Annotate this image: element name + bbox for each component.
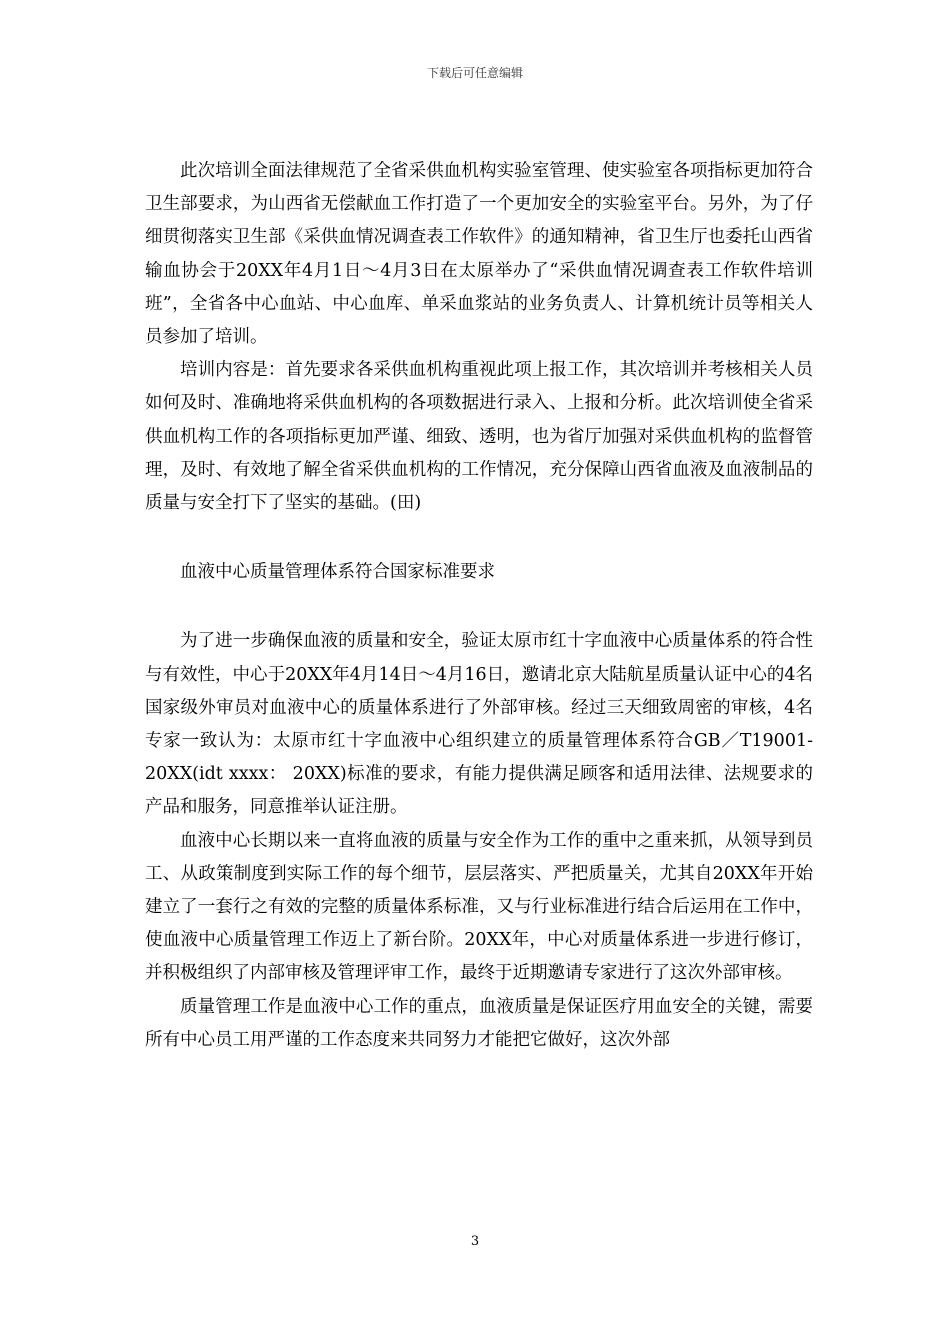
paragraph-quality-importance: 质量管理工作是血液中心工作的重点，血液质量是保证医疗用血安全的关键，需要所有中心员工用严谨的工作态度来共同努力才能把它做好，这次外部: [145, 996, 813, 1050]
paragraph-quality-history: 血液中心长期以来一直将血液的质量与安全作为工作的重中之重来抓，从领导到员工、从政策制度到实际工作的每个细节，层层落实、严把质量关，尤其自20XX年开始建立了一套行之有效的完整的质量体系标准，又与行业标准进行结合后运用在工作中，使血液中心质量管理工作迈上了新台阶。20XX年，中心对质量体系进一步进行修订，并积极组织了内部审核及管理评审工作，最终于近期邀请专家进行了这次外部审核。: [145, 830, 813, 984]
paragraph-external-audit: 为了进一步确保血液的质量和安全，验证太原市红十字血液中心质量体系的符合性与有效性，中心于20XX年4月14日～4月16日，邀请北京大陆航星质量认证中心的4名国家级外审员对血液中心的质量体系进行了外部审核。经过三天细致周密的审核，4名专家一致认为：太原市红十字血液中心组织建立的质量管理体系符合GB／T19001-20XX(idt xxxx： 20XX)标准的要求，有能力提供满足顾客和适用法律、法规要求的产品和服务，同意推举认证注册。: [145, 631, 813, 818]
paragraph-training-content: 培训内容是：首先要求各采供血机构重视此项上报工作，其次培训并考核相关人员如何及时、准确地将采供血机构的各项数据进行录入、上报和分析。此次培训使全省采供血机构工作的各项指标更加严谨、细致、透明，也为省厅加强对采供血机构的监督管理，及时、有效地了解全省采供血机构的工作情况，充分保障山西省血液及血液制品的质量与安全打下了坚实的基础。(田): [145, 360, 813, 514]
section-heading: 血液中心质量管理体系符合国家标准要求: [180, 562, 495, 583]
document-body: [145, 155, 813, 1057]
page-number: 3: [470, 1234, 480, 1249]
page-header: 下载后可任意编辑: [426, 66, 523, 80]
paragraph-training-overview: 此次培训全面法律规范了全省采供血机构实验室管理、使实验室各项指标更加符合卫生部要求，为山西省无偿献血工作打造了一个更加安全的实验室平台。另外，为了仔细贯彻落实卫生部《采供血情况调查表工作软件》的通知精神，省卫生厅也委托山西省输血协会于20XX年4月1日～4月3日在太原举办了“采供血情况调查表工作软件培训班”，全省各中心血站、中心血库、单采血浆站的业务负责人、计算机统计员等相关人员参加了培训。: [145, 161, 813, 348]
